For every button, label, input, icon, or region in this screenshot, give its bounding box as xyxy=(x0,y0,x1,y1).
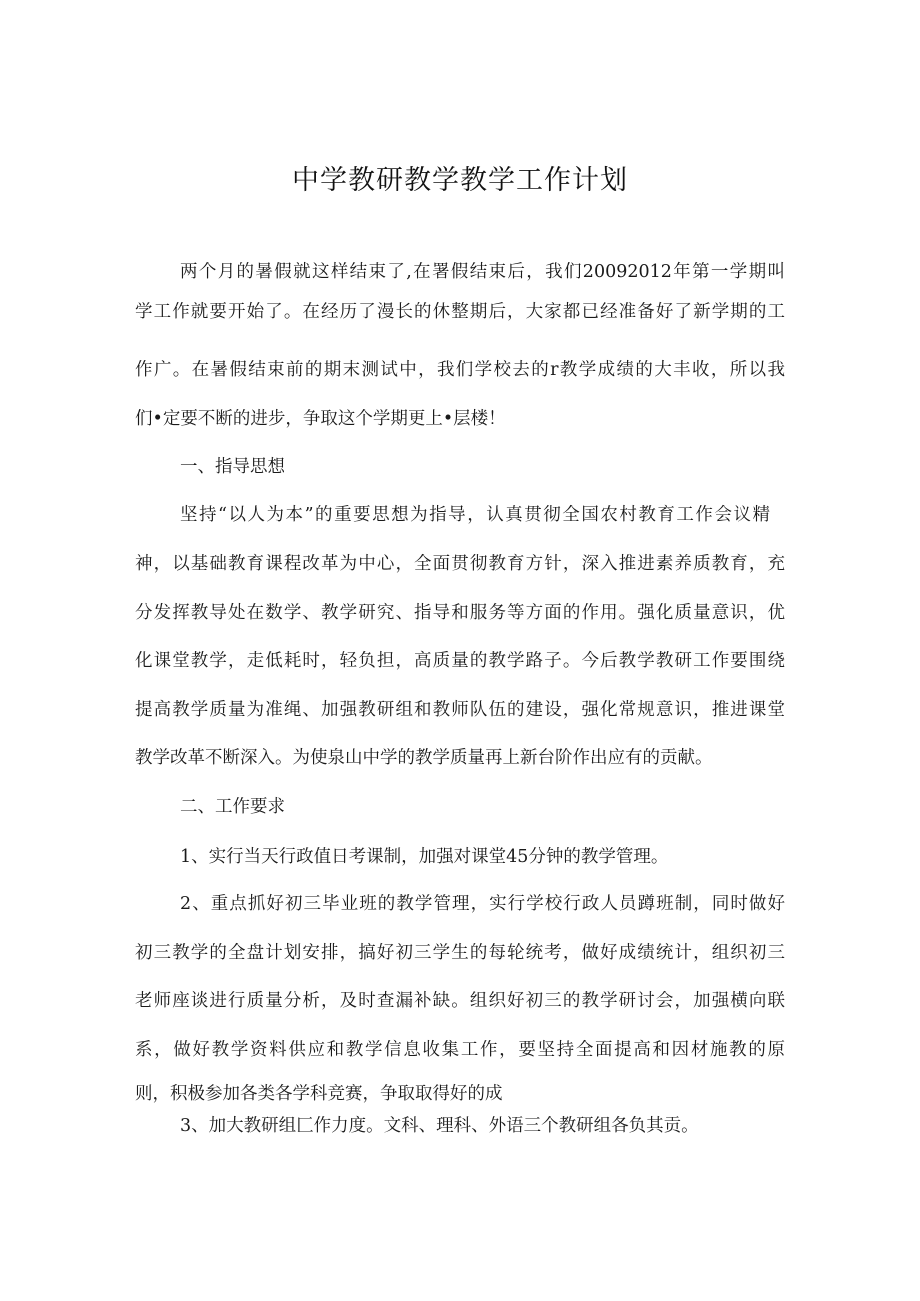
section1-line: 提高教学质量为准绳、加强教研组和教师队伍的建设，强化常规意识，推进课堂 xyxy=(135,700,785,720)
intro-line: 们•定要不断的进步，争取这个学期更上•层楼！ xyxy=(135,409,506,429)
requirement-item-2-line: 系，做好教学资料供应和教学信息收集工作，要坚持全面提高和因材施教的原 xyxy=(135,1040,785,1060)
requirement-item-2-line: 初三教学的全盘计划安排，搞好初三学生的每轮统考，做好成绩统计，组织初三 xyxy=(135,943,785,963)
section1-line: 分发挥教导处在数学、教学研究、指导和服务等方面的作用。强化质量意识，优 xyxy=(135,603,785,623)
intro-line: 作广。在暑假结束前的期末测试中，我们学校去的r教学成绩的大丰收，所以我 xyxy=(135,360,785,380)
section1-line: 神，以基础教育课程改革为中心，全面贯彻教育方针，深入推进素养质教育，充 xyxy=(135,554,785,574)
section1-line: 化课堂教学，走低耗时，轻负担，高质量的教学路子。今后教学教研工作要围绕 xyxy=(135,651,785,671)
intro-line: 学工作就要开始了。在经历了漫长的休整期后，大家都已经准备好了新学期的工 xyxy=(135,302,785,322)
requirement-item-3: 3、加大教研组匚作力度。文科、理科、外语三个教研组各负其贡。 xyxy=(180,1116,699,1136)
requirement-item-2-line: 2、重点抓好初三毕业班的教学管理，实行学校行政人员蹲班制，同时做好 xyxy=(180,894,785,914)
intro-line: 两个月的暑假就这样结束了,在署假结束后，我们20092012年第一学期叫 xyxy=(180,262,785,282)
requirement-item-1: 1、实行当天行政值日考课制，加强对课堂45分钟的教学管理。 xyxy=(180,847,669,867)
section1-line: 坚持“以人为本”的重要思想为指导，认真贯彻全国农村教育工作会议精 xyxy=(180,505,770,525)
requirement-item-2-line: 老师座谈进行质量分析，及时查漏补缺。组织好初三的教学研讨会，加强横向联 xyxy=(135,991,785,1011)
section1-line: 教学改革不断深入。为使泉山中学的教学质量再上新台阶作出应有的贡献。 xyxy=(135,748,713,768)
requirement-item-2-line: 则，积极参加各类各学科竞赛，争取取得好的成 xyxy=(135,1084,503,1104)
section-heading: 一、指导思想 xyxy=(180,457,285,477)
document-title: 中学教研教学教学工作计划 xyxy=(292,165,628,196)
section-heading: 二、工作要求 xyxy=(180,797,285,817)
